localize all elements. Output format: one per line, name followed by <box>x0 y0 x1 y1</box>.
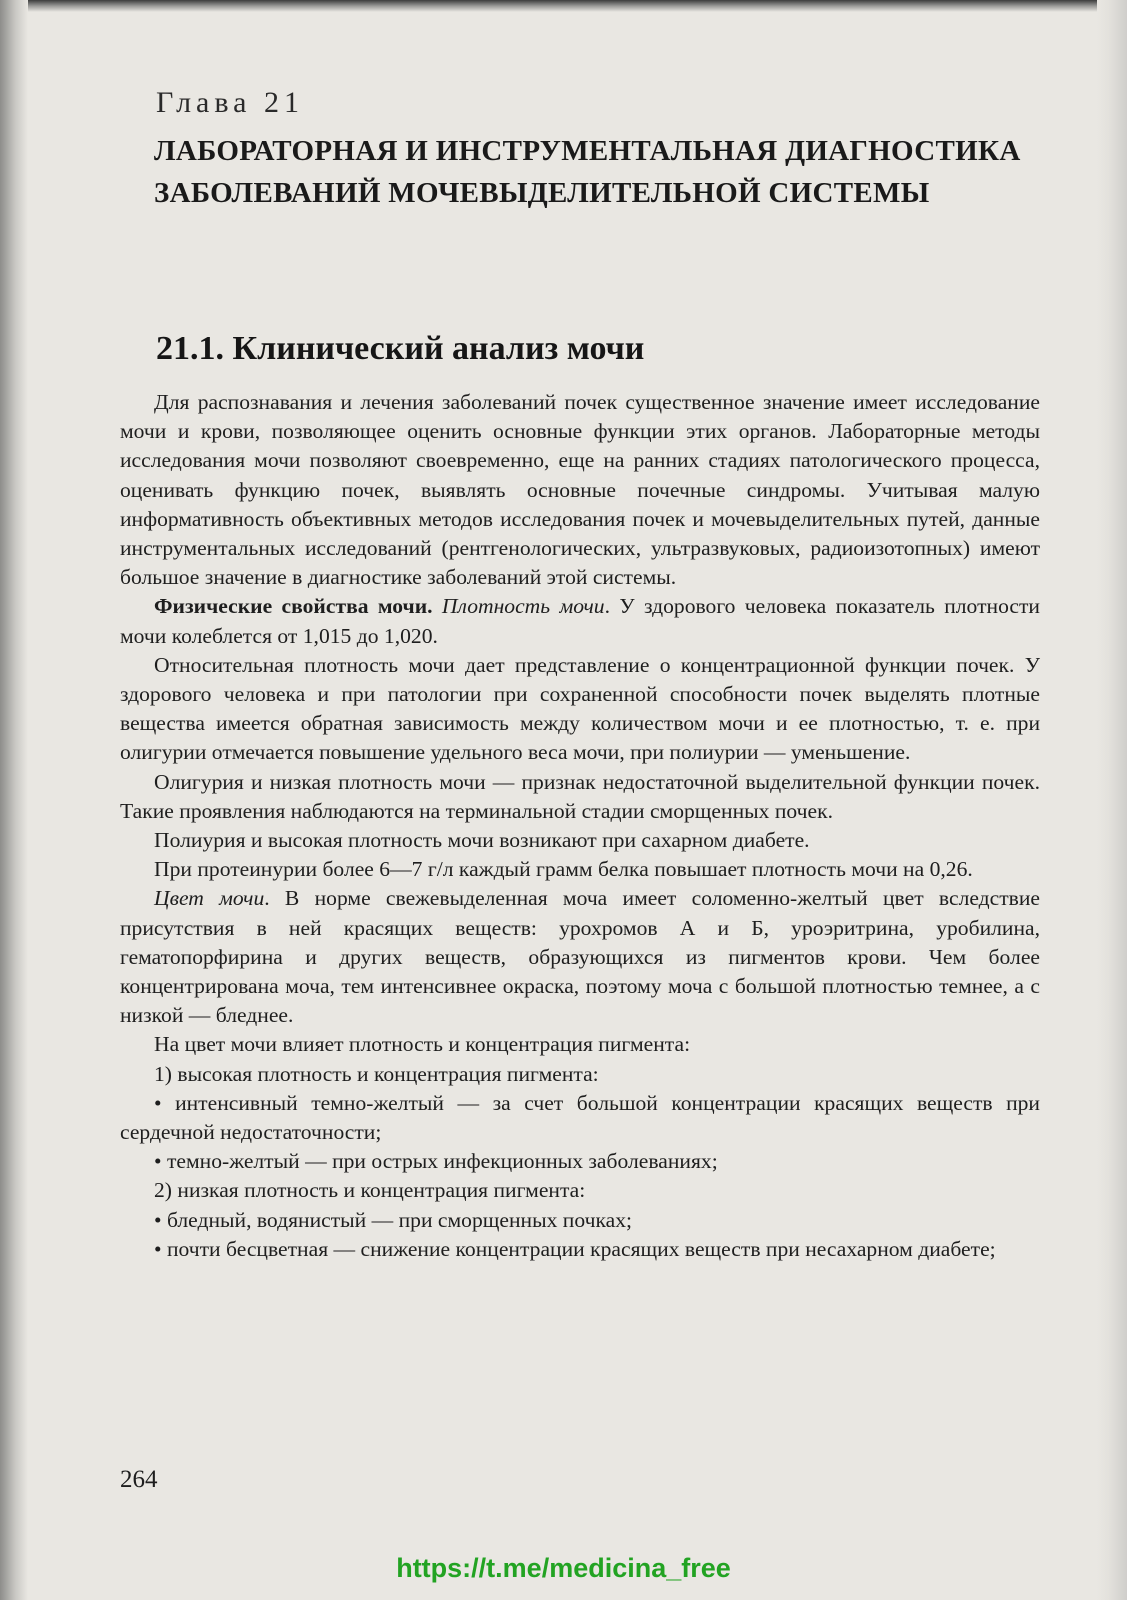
paragraph-polyuria: Полиурия и высокая плотность мочи возникают при сахарном диабете. <box>154 828 810 853</box>
list-item-high-density: 1) высокая плотность и концентрация пигмента: <box>154 1061 599 1086</box>
paragraph-density-text: . У здорового человека показатель плотности мочи колеблется от 1,015 до 1,020. <box>120 594 1040 648</box>
telegram-link[interactable]: https://t.me/medicina_free <box>396 1553 731 1583</box>
list-item-low-density: 2) низкая плотность и концентрация пигмента: <box>154 1178 586 1203</box>
book-page <box>120 86 1040 1264</box>
paragraph-color <box>120 884 1040 1030</box>
scan-edge-right <box>1097 0 1127 1600</box>
section-title: 21.1. Клинический анализ мочи <box>156 330 645 367</box>
paragraph-color-text: . В норме свежевыделенная моча имеет соломенно-желтый цвет вследствие присутствия в ней красящих веществ: урохромов А и Б, уроэритрина, уробилина, гематопорфирина и других веществ, образующихся из пигментов крови. Чем более концентрирована моча, тем интенсивнее окраска, поэтому моча с большой плотностью темнее, а с низкой — бледнее. <box>120 886 1040 1028</box>
paragraph-density <box>120 592 1040 650</box>
scan-edge-top <box>0 0 1127 12</box>
list-item-pale: • бледный, водянистый — при сморщенных почках; <box>154 1207 632 1232</box>
list-item-dark-yellow: • темно-желтый — при острых инфекционных заболеваниях; <box>154 1149 718 1174</box>
chapter-title-line2: ЗАБОЛЕВАНИЙ МОЧЕВЫДЕЛИТЕЛЬНОЙ СИСТЕМЫ <box>154 177 930 209</box>
list-item-colorless: • почти бесцветная — снижение концентрации красящих веществ при несахарном диабете; <box>154 1236 996 1261</box>
paragraph-color-factors: На цвет мочи влияет плотность и концентрация пигмента: <box>154 1032 691 1057</box>
term-color: Цвет мочи <box>154 886 265 911</box>
paragraph-relative-density: Относительная плотность мочи дает представление о концентрационной функции почек. У здорового человека и при патологии при сохраненной способности почек выделять плотные вещества имеется обратная зависимость между количеством мочи и ее плотностью, т. е. при олигурии отмечается повышение удельного веса мочи, при полиурии — уменьшение. <box>120 652 1040 765</box>
chapter-title <box>154 130 1040 214</box>
term-density: Плотность мочи <box>441 594 605 619</box>
scan-edge-left <box>0 0 28 1600</box>
paragraph-oliguria: Олигурия и низкая плотность мочи — признак недостаточной выделительной функции почек. Такие проявления наблюдаются на терминальной стадии сморщенных почек. <box>120 769 1040 823</box>
chapter-title-line1: ЛАБОРАТОРНАЯ И ИНСТРУМЕНТАЛЬНАЯ ДИАГНОСТИКА <box>154 135 1021 167</box>
chapter-label: Глава 21 <box>156 86 304 119</box>
body-text <box>120 388 1040 1264</box>
paragraph-proteinuria: При протеинурии более 6—7 г/л каждый грамм белка повышает плотность мочи на 0,26. <box>154 857 973 882</box>
term-physical-properties: Физические свойства мочи. <box>154 594 433 619</box>
list-item-dark-yellow-intense: • интенсивный темно-желтый — за счет большой концентрации красящих веществ при сердечной недостаточности; <box>120 1090 1040 1145</box>
page-number: 264 <box>120 1466 158 1493</box>
paragraph-intro: Для распознавания и лечения заболеваний почек существенное значение имеет исследование мочи и крови, позволяющее оценить основные функции этих органов. Лабораторные методы исследования мочи позволяют своевременно, еще на ранних стадиях патологического процесса, оценивать функцию почек, выявлять основные почечные синдромы. Учитывая малую информативность объективных методов исследования почек и мочевыделительных путей, данные инструментальных исследований (рентгенологических, ультразвуковых, радиоизотопных) имеют большое значение в диагностике заболеваний этой системы. <box>120 390 1040 590</box>
